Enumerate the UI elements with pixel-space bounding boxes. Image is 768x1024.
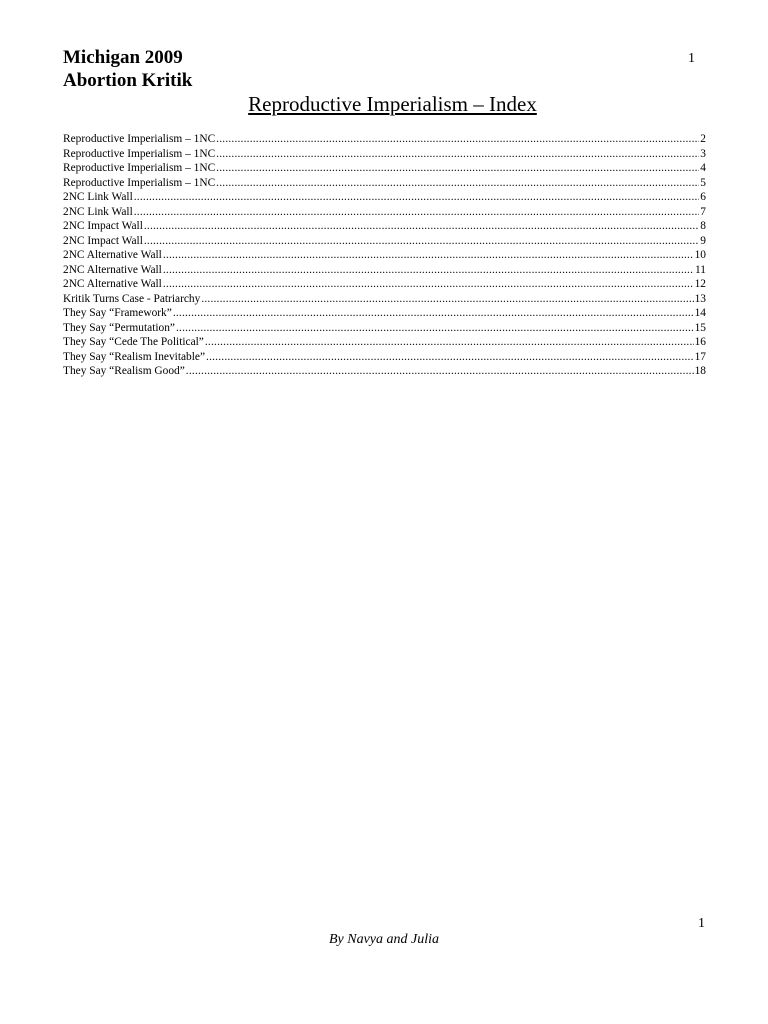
header-page-number: 1 <box>688 51 695 66</box>
toc-entry-page: 18 <box>694 365 706 377</box>
toc-entry[interactable] <box>63 335 706 350</box>
toc-dot-leader <box>163 248 694 263</box>
toc-dot-leader <box>134 190 700 205</box>
toc-entry-label: They Say “Permutation” <box>63 321 175 334</box>
toc-entry-label: They Say “Cede The Political” <box>63 336 204 348</box>
toc-entry-page: 16 <box>694 336 706 348</box>
toc-entry-label: 2NC Impact Wall <box>63 234 143 247</box>
toc-entry[interactable] <box>63 147 706 162</box>
toc-entry-label: 2NC Alternative Wall <box>63 249 162 261</box>
toc-entry-page: 5 <box>700 176 706 189</box>
toc-entry[interactable] <box>63 306 706 321</box>
toc-entry[interactable] <box>63 263 706 278</box>
toc-entry-page: 14 <box>694 307 706 319</box>
toc-dot-leader <box>186 364 694 379</box>
toc-dot-leader <box>173 306 694 321</box>
toc-dot-leader <box>216 176 699 191</box>
toc-dot-leader <box>134 205 700 220</box>
toc-entry-label: 2NC Link Wall <box>63 191 133 203</box>
toc-entry[interactable] <box>63 176 706 191</box>
document-header <box>63 46 192 92</box>
toc-dot-leader <box>201 292 693 307</box>
toc-dot-leader <box>163 263 694 278</box>
toc-entry[interactable] <box>63 132 706 147</box>
toc-dot-leader <box>216 147 699 162</box>
toc-entry[interactable] <box>63 292 706 307</box>
toc-entry-label: Kritik Turns Case - Patriarchy <box>63 292 201 305</box>
toc-entry-page: 9 <box>700 234 706 247</box>
footer-author: By Navya and Julia <box>328 932 440 947</box>
toc-entry-page: 7 <box>700 205 706 218</box>
toc-entry-page: 3 <box>700 147 706 160</box>
toc-dot-leader <box>216 132 699 147</box>
toc-entry-label: 2NC Link Wall <box>63 205 133 218</box>
toc-entry-label: They Say “Framework” <box>63 307 172 319</box>
toc-entry-page: 12 <box>694 278 706 290</box>
toc-entry-page: 4 <box>700 162 706 174</box>
footer-page-number: 1 <box>698 916 705 931</box>
toc-entry[interactable] <box>63 190 706 205</box>
toc-dot-leader <box>216 161 699 176</box>
toc-entry-page: 11 <box>695 263 706 276</box>
index-title: Reproductive Imperialism – Index <box>248 92 537 116</box>
toc-entry[interactable] <box>63 248 706 263</box>
toc-entry-label: Reproductive Imperialism – 1NC <box>63 147 216 160</box>
toc-dot-leader <box>206 350 694 365</box>
toc-entry-label: 2NC Alternative Wall <box>63 263 162 276</box>
toc-entry-page: 8 <box>700 220 706 232</box>
toc-entry[interactable] <box>63 350 706 365</box>
toc-entry-page: 13 <box>694 292 706 305</box>
toc-entry[interactable] <box>63 277 706 292</box>
toc-entry-label: 2NC Impact Wall <box>63 220 143 232</box>
toc-entry-label: They Say “Realism Good” <box>63 365 185 377</box>
toc-entry-page: 2 <box>700 133 706 145</box>
toc-entry-label: Reproductive Imperialism – 1NC <box>63 176 216 189</box>
toc-entry[interactable] <box>63 219 706 234</box>
toc-entry[interactable] <box>63 205 706 220</box>
table-of-contents <box>63 132 706 379</box>
toc-dot-leader <box>205 335 694 350</box>
toc-entry[interactable] <box>63 364 706 379</box>
toc-dot-leader <box>163 277 694 292</box>
toc-dot-leader <box>144 219 699 234</box>
toc-entry-page: 17 <box>694 350 706 363</box>
toc-dot-leader <box>176 321 694 336</box>
toc-dot-leader <box>144 234 699 249</box>
toc-entry[interactable] <box>63 234 706 249</box>
toc-entry-label: Reproductive Imperialism – 1NC <box>63 133 216 145</box>
header-file-title: Abortion Kritik <box>63 70 193 91</box>
toc-entry-page: 10 <box>694 249 706 261</box>
toc-entry-page: 6 <box>700 191 706 203</box>
toc-entry-label: They Say “Realism Inevitable” <box>63 350 206 363</box>
toc-entry[interactable] <box>63 321 706 336</box>
toc-entry[interactable] <box>63 161 706 176</box>
toc-entry-label: 2NC Alternative Wall <box>63 278 162 290</box>
header-school-year: Michigan 2009 <box>63 47 183 68</box>
toc-entry-page: 15 <box>694 321 706 334</box>
toc-entry-label: Reproductive Imperialism – 1NC <box>63 162 216 174</box>
